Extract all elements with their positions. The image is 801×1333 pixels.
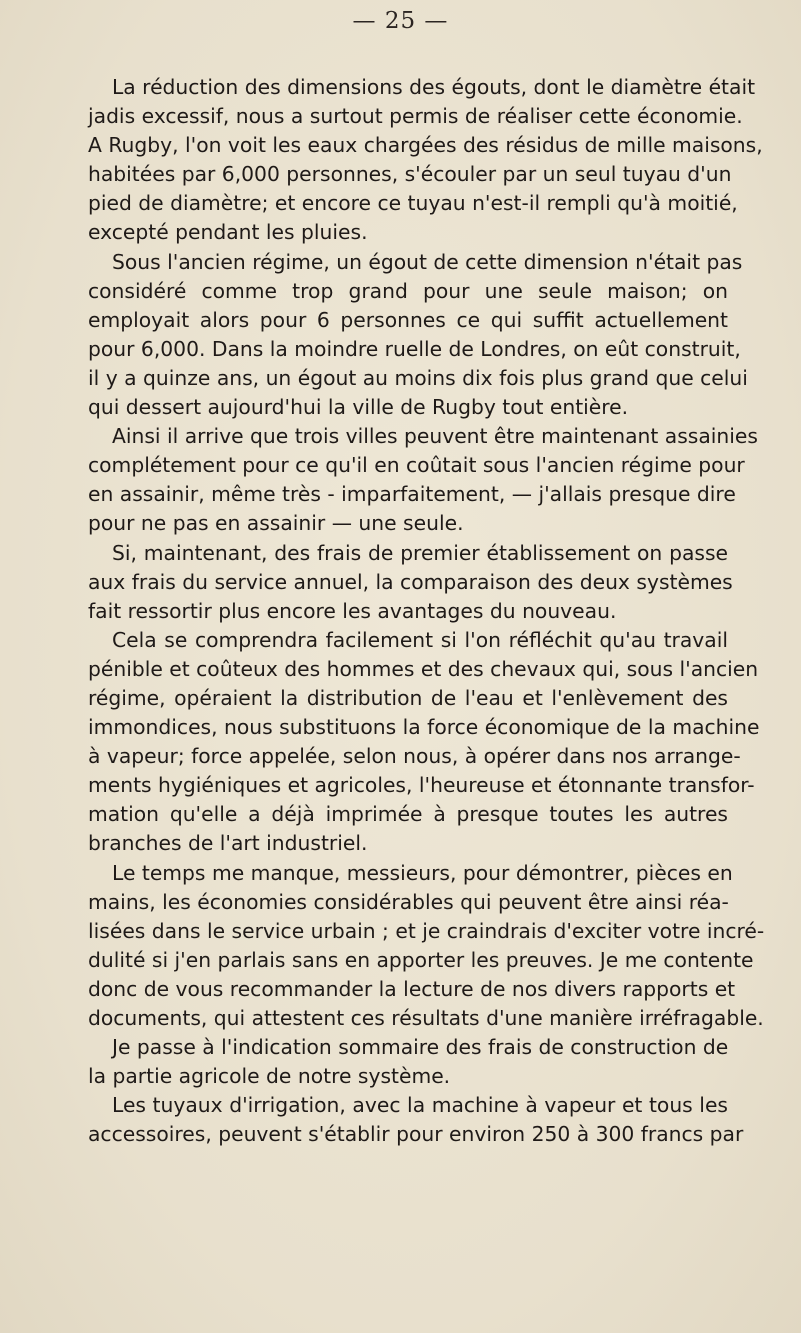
text-line: Je passe à l'indication sommaire des frais de construction de [112,1035,729,1060]
text-line: mation qu'elle a déjà imprimée à presque toutes les autres [88,802,728,827]
text-line: dulité si j'en parlais sans en apporter les preuves. Je me contente [88,947,754,972]
text-line: Les tuyaux d'irrigation, avec la machine à vapeur et tous les [112,1093,728,1118]
paragraph [88,1033,728,1091]
page-number: — 25 — [352,8,449,34]
paragraph [88,422,758,538]
text-line: régime, opéraient la distribution de l'eau et l'enlèvement des [88,685,728,710]
text-line: complétement pour ce qu'il en coûtait sous l'ancien régime pour [88,453,745,478]
paragraph [88,626,760,859]
text-line: A Rugby, l'on voit les eaux chargées des résidus de mille maisons, [88,133,763,158]
text-line: accessoires, peuvent s'établir pour environ 250 à 300 francs par [88,1122,744,1147]
text-line: considéré comme trop grand pour une seule maison; on [88,278,728,303]
text-line: mains, les économies considérables qui peuvent être ainsi réa- [88,889,729,914]
text-line: branches de l'art industriel. [88,831,368,856]
text-line: pour ne pas en assainir — une seule. [88,511,464,536]
text-line: pénible et coûteux des hommes et des chevaux qui, sous l'ancien [88,656,759,681]
text-line: Cela se comprendra facilement si l'on réfléchit qu'au travail [112,627,728,652]
text-line: documents, qui attestent ces résultats d'une manière irréfragable. [88,1006,764,1030]
text-line: excepté pendant les pluies. [88,220,368,245]
text-line: Si, maintenant, des frais de premier établissement on passe [112,540,728,565]
text-line: ments hygiéniques et agricoles, l'heureuse et étonnante transfor- [88,773,755,798]
text-line: en assainir, même très - imparfaitement, — j'allais presque dire [88,482,736,507]
text-line: habitées par 6,000 personnes, s'écouler par un seul tuyau d'un [88,162,732,187]
text-line: à vapeur; force appelée, selon nous, à opérer dans nos arrange- [88,744,741,769]
text-line: la partie agricole de notre système. [88,1064,451,1089]
text-line: fait ressortir plus encore les avantages du nouveau. [88,598,617,623]
text-line: pour 6,000. Dans la moindre ruelle de Londres, on eût construit, [88,336,741,361]
text-line: immondices, nous substituons la force économique de la machine [88,715,760,740]
paragraph [88,859,765,1034]
text-line: Sous l'ancien régime, un égout de cette dimension n'était pas [112,249,743,274]
paragraph [88,73,763,248]
paragraph [88,1091,744,1149]
paragraph [88,248,748,423]
text-line: donc de vous recommander la lecture de nos divers rapports et [88,976,736,1001]
text-line: lisées dans le service urbain ; et je craindrais d'exciter votre incré- [88,918,765,943]
text-line: pied de diamètre; et encore ce tuyau n'est-il rempli qu'à moitié, [88,191,738,216]
text-line: qui dessert aujourd'hui la ville de Rugby tout entière. [88,395,629,420]
body-text [88,73,765,1149]
text-line: Ainsi il arrive que trois villes peuvent être maintenant assainies [112,424,758,449]
text-line: La réduction des dimensions des égouts, dont le diamètre était [112,75,756,99]
text-line: jadis excessif, nous a surtout permis de réaliser cette économie. [88,104,743,129]
text-line: employait alors pour 6 personnes ce qui suffit actuellement [88,307,728,332]
text-line: Le temps me manque, messieurs, pour démontrer, pièces en [112,860,733,885]
text-line: aux frais du service annuel, la comparaison des deux systèmes [88,569,733,594]
paragraph [88,539,733,626]
text-line: il y a quinze ans, un égout au moins dix fois plus grand que celui [88,365,748,390]
